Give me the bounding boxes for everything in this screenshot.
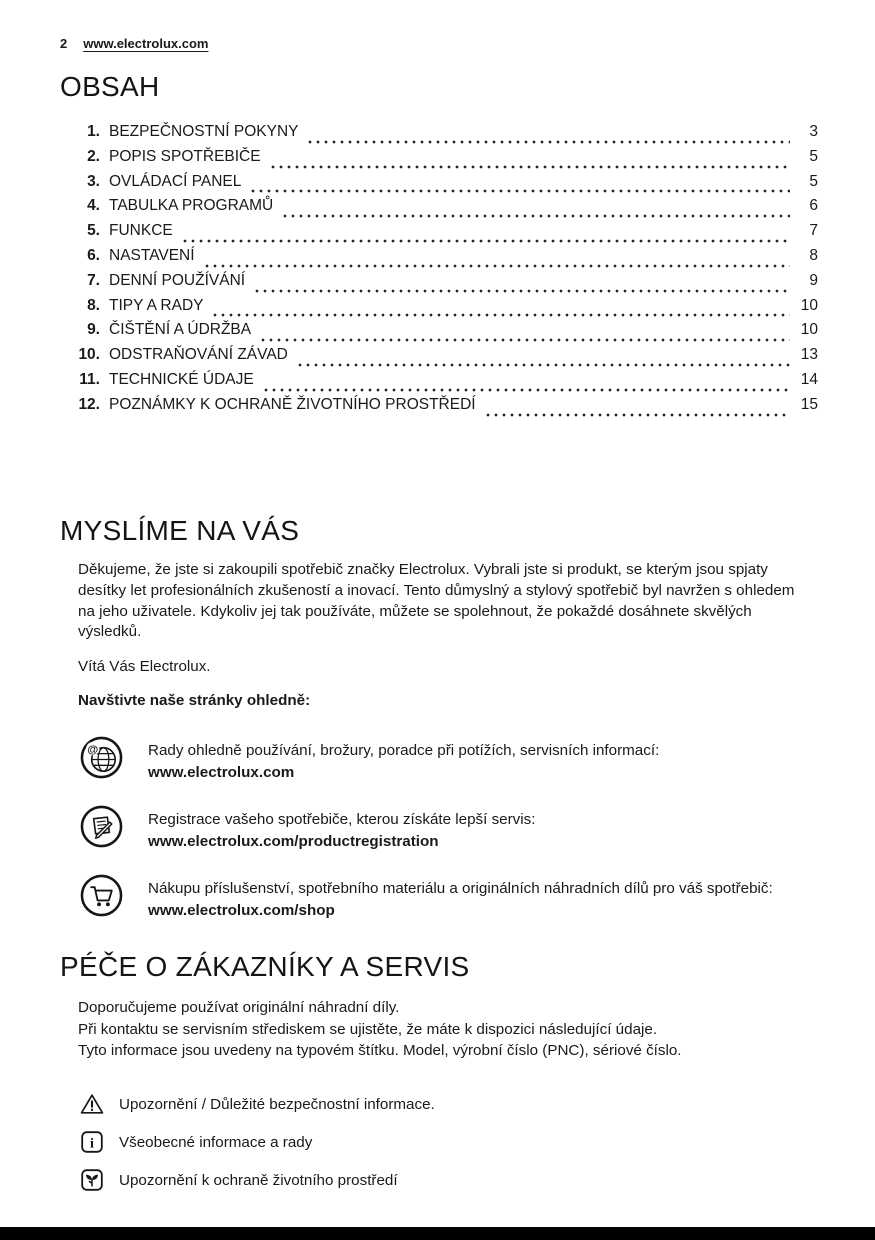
toc-entry-label: NASTAVENÍ xyxy=(109,246,195,264)
warning-triangle-icon xyxy=(80,1092,104,1116)
welcome-line: Vítá Vás Electrolux. xyxy=(78,658,211,676)
we-think-intro: Děkujeme, že jste si zakoupili spotřebič značky Electrolux. Vybrali jste si produkt, se kterým jsou spjaty desítky let profesionálních zkušeností a inovací. Tento důmyslný a stylový spotřebič byl navržen s ohledem na jeho uživatele. Kdykoliv jej tak používáte, můžete se spolehnout, že pokaždé dosáhnete skvělých výsledků. xyxy=(78,560,795,641)
toc-dot-leader xyxy=(306,138,790,144)
note-text: Upozornění / Důležité bezpečnostní informace. xyxy=(119,1095,435,1113)
link-text-wrap xyxy=(148,736,659,781)
toc-entry xyxy=(60,272,818,297)
toc-entry-page: 14 xyxy=(800,370,818,388)
toc-dot-leader xyxy=(296,361,790,367)
toc-entry-label: TABULKA PROGRAMŮ xyxy=(109,197,274,215)
note-warning xyxy=(80,1092,815,1116)
toc-entry xyxy=(60,247,818,272)
header-site-url: www.electrolux.com xyxy=(83,36,209,51)
shopping-cart-icon xyxy=(80,874,123,917)
toc-dot-leader xyxy=(249,187,790,193)
table-of-contents xyxy=(60,123,818,421)
note-environment xyxy=(80,1168,815,1192)
toc-entry-number: 2. xyxy=(87,147,100,165)
link-text-wrap xyxy=(148,874,773,919)
toc-entry-page: 3 xyxy=(809,123,818,140)
toc-entry-page: 15 xyxy=(800,395,818,413)
toc-entry xyxy=(60,123,818,148)
toc-dot-leader xyxy=(484,411,790,417)
toc-entry xyxy=(60,197,818,222)
toc-entry-page: 10 xyxy=(800,296,818,314)
toc-entry-number: 7. xyxy=(87,271,100,289)
toc-entry-number: 3. xyxy=(87,172,100,190)
toc-entry-number: 1. xyxy=(87,123,100,140)
customer-care-title: PÉČE O ZÁKAZNÍKY A SERVIS xyxy=(60,951,470,983)
toc-entry-number: 4. xyxy=(87,197,100,215)
toc-dot-leader xyxy=(262,386,790,392)
link-url: www.electrolux.com xyxy=(148,764,295,782)
toc-entry-label: TIPY A RADY xyxy=(109,296,204,314)
info-icon xyxy=(80,1130,104,1154)
care-line: Doporučujeme používat originální náhradní díly. xyxy=(78,999,400,1017)
toc-entry-label: OVLÁDACÍ PANEL xyxy=(109,172,242,190)
toc-entry-label: POZNÁMKY K OCHRANĚ ŽIVOTNÍHO PROSTŘEDÍ xyxy=(109,395,476,413)
toc-entry-page: 13 xyxy=(800,346,818,364)
toc-entry xyxy=(60,297,818,322)
toc-entry-label: BEZPEČNOSTNÍ POKYNY xyxy=(109,123,299,140)
globe-at-icon xyxy=(80,736,123,779)
toc-entry-label: FUNKCE xyxy=(109,222,173,240)
toc-entry xyxy=(60,371,818,396)
toc-entry xyxy=(60,148,818,173)
toc-dot-leader xyxy=(259,336,790,342)
link-url: www.electrolux.com/productregistration xyxy=(148,833,439,851)
link-text-wrap xyxy=(148,805,535,850)
toc-entry-page: 6 xyxy=(809,197,818,215)
environment-leaf-icon xyxy=(80,1168,104,1192)
toc-dot-leader xyxy=(281,212,790,218)
toc-dot-leader xyxy=(253,287,790,293)
link-block-advice xyxy=(80,736,815,781)
toc-entry-number: 5. xyxy=(87,222,100,240)
link-url: www.electrolux.com/shop xyxy=(148,902,335,920)
care-line: Tyto informace jsou uvedeny na typovém štítku. Model, výrobní číslo (PNC), sériové číslo. xyxy=(78,1042,682,1060)
toc-entry-page: 9 xyxy=(809,271,818,289)
note-text: Upozornění k ochraně životního prostředí xyxy=(119,1171,398,1189)
care-line: Při kontaktu se servisním střediskem se ujistěte, že máte k dispozici následující údaje. xyxy=(78,1020,658,1038)
link-block-registration xyxy=(80,805,815,850)
link-description: Registrace vašeho spotřebiče, kterou získáte lepší servis: xyxy=(148,811,536,829)
toc-entry xyxy=(60,321,818,346)
link-block-shop xyxy=(80,874,815,919)
page-header xyxy=(0,0,875,51)
link-description: Nákupu příslušenství, spotřebního materiálu a originálních náhradních dílů pro váš spotřebič: xyxy=(148,880,773,898)
toc-entry-number: 11. xyxy=(79,370,100,388)
toc-entry-label: DENNÍ POUŽÍVÁNÍ xyxy=(109,271,246,289)
svg-text:i: i xyxy=(90,1136,94,1152)
toc-entry-number: 12. xyxy=(78,395,100,413)
toc-dot-leader xyxy=(269,163,790,169)
toc-entry-number: 6. xyxy=(87,246,100,264)
toc-entry-label: TECHNICKÉ ÚDAJE xyxy=(109,370,254,388)
toc-entry-page: 10 xyxy=(800,321,818,339)
toc-dot-leader xyxy=(203,262,790,268)
customer-care-text xyxy=(78,997,815,1062)
toc-entry-number: 8. xyxy=(87,296,100,314)
visit-sites-label: Navštivte naše stránky ohledně: xyxy=(78,692,311,710)
footer-black-bar xyxy=(0,1227,875,1240)
page-number: 2 xyxy=(60,36,68,51)
toc-entry-number: 9. xyxy=(87,321,100,339)
we-think-title: MYSLÍME NA VÁS xyxy=(60,514,300,546)
toc-entry-label: ODSTRAŇOVÁNÍ ZÁVAD xyxy=(109,346,288,364)
svg-text:@: @ xyxy=(87,744,99,757)
toc-entry-page: 7 xyxy=(809,222,818,240)
note-info xyxy=(80,1130,815,1154)
toc-entry-label: POPIS SPOTŘEBIČE xyxy=(109,147,261,165)
link-description: Rady ohledně používání, brožury, poradce při potížích, servisních informací: xyxy=(148,742,660,760)
note-text: Všeobecné informace a rady xyxy=(119,1133,313,1151)
toc-entry-number: 10. xyxy=(78,346,100,364)
toc-entry xyxy=(60,346,818,371)
toc-dot-leader xyxy=(181,237,790,243)
toc-entry xyxy=(60,222,818,247)
toc-dot-leader xyxy=(211,311,790,317)
toc-entry-label: ČIŠTĚNÍ A ÚDRŽBA xyxy=(109,321,252,339)
toc-entry-page: 5 xyxy=(809,172,818,190)
toc-title: OBSAH xyxy=(60,71,160,102)
toc-entry-page: 5 xyxy=(809,147,818,165)
product-registration-icon xyxy=(80,805,123,848)
toc-entry xyxy=(60,173,818,198)
toc-entry xyxy=(60,396,818,421)
toc-entry-page: 8 xyxy=(809,246,818,264)
